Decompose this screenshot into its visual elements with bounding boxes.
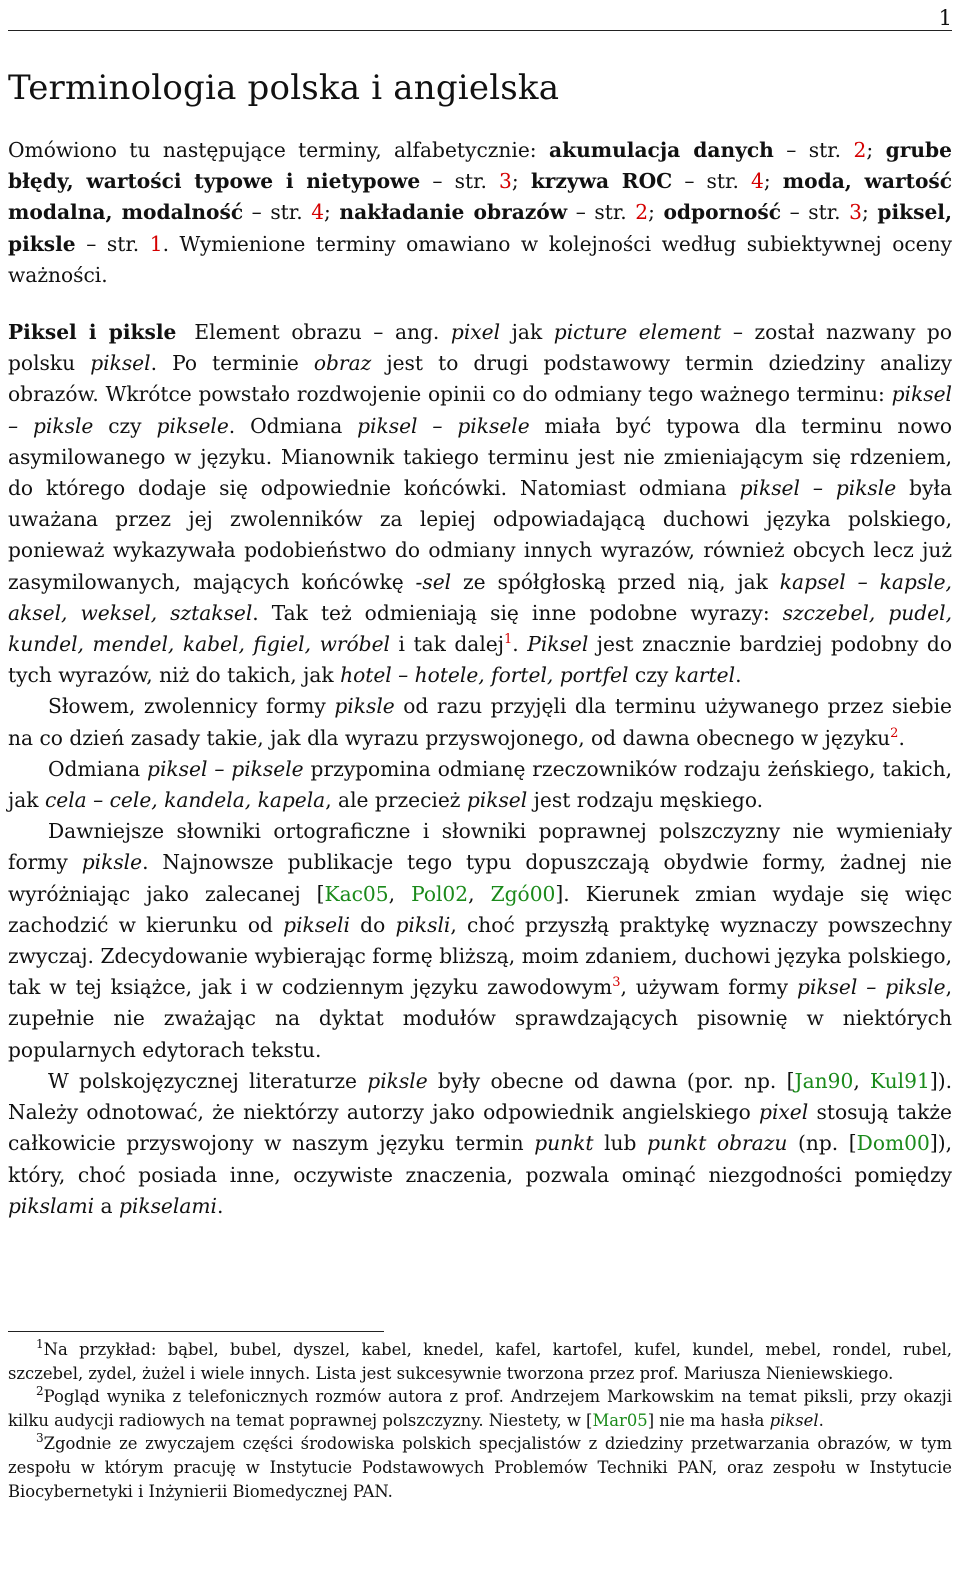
page-ref[interactable]: 1 [149, 231, 163, 256]
footnote-3: $^3$Zgodnie ze zwyczajem części środowiska polskich specjalistów z dziedziny przetwarzania obrazów, w tym zespołu w którym pracuję w Instytucie Podstawowych Problemów Techniki PAN, oraz zespołu w Instytucie Biocybernetyki i Inżynierii Biomedycznej PAN. [8, 1431, 952, 1501]
term-link[interactable]: moda, wartość modalna, modalność [8, 169, 953, 225]
term-link[interactable]: akumulacja danych [549, 138, 774, 162]
page-number: 1 [938, 6, 952, 30]
running-header [8, 4, 952, 31]
citation-link[interactable]: Dom00 [856, 1131, 930, 1156]
section-paragraph-1: Piksel i piksle Element obrazu – ang. pixel jak picture element – został nazwany po polsku piksel. Po terminie obraz jest to drugi podstawowy termin dziedziny analizy obrazów. Wkrótce powstało rozdwojenie opinii co do odmiany tego ważnego terminu: piksel – piksle czy piksele. Odmiana piksel – piksele miała być typowa dla terminu nowo asymilowanego w języku. Mianownik takiego terminu jest nie zmieniającym się rdzeniem, do którego dodaje się odpowiednie końcówki. Natomiast odmiana piksel – piksle była uważana przez jej zwolenników za lepiej odpowiadającą duchowi języka polskiego, ponieważ wykazywała podobieństwo do odmiany innych wyrazów, również obcych lecz już zasymilowanych, mających końcówkę -sel ze spółgłoską przed nią, jak kapsel – kapsle, aksel, weksel, sztaksel. Tak też odmieniają się inne podobne wyrazy: szczebel, pudel, kundel, mendel, kabel, figiel, wróbel i tak dalej$^1$. Piksel jest znacznie bardziej podobny do tych wyrazów, niż do takich, jak hotel – hotele, fortel, portfel czy kartel. [8, 320, 953, 688]
term-link[interactable]: krzywa ROC [530, 169, 673, 194]
footnote-mark[interactable]: 1 [504, 632, 513, 648]
footnotes [8, 1338, 952, 1503]
section-heading: Piksel i piksle [8, 320, 177, 345]
footnote-rule [8, 1331, 384, 1332]
footnote-mark[interactable]: 2 [890, 725, 899, 741]
citation-link[interactable]: Jan90 [794, 1068, 854, 1093]
page-ref[interactable]: 2 [635, 200, 649, 225]
main-text [8, 135, 952, 1222]
paragraph-4: Dawniejsze słowniki ortograficzne i słowniki poprawnej polszczyzny nie wymieniały formy piksle. Najnowsze publikacje tego typu dopuszczają obydwie formy, żadnej nie wyróżniając jako zalecanej [Kac05, Pol02, Zgó00]. Kierunek zmian wydaje się więc zachodzić w kierunku od pikseli do piksli, choć przyszłą praktykę wyznaczy powszechny zwyczaj. Zdecydowanie wybierając formę bliższą, moim zdaniem, duchowi języka polskiego, tak w tej książce, jak i w codziennym języku zawodowym$^3$, używam formy piksel – piksle, zupełnie nie zważając na dyktat modułów sprawdzających pisownię w niektórych popularnych edytorach tekstu. [8, 819, 953, 1062]
footnote-1: $^1$Na przykład: bąbel, bubel, dyszel, kabel, knedel, kafel, kartofel, kufel, kundel, mebel, rondel, rubel, szczebel, zydel, żużel i wiele innych. Lista jest sukcesywnie tworzona przez prof. Mariusza Nieniewskiego. [8, 1337, 952, 1383]
intro-paragraph: Omówiono tu następujące terminy, alfabetycznie: akumulacja danych – str. 2; grube błędy, wartości typowe i nietypowe – str. 3; krzywa ROC – str. 4; moda, wartość modalna, modalność – str. 4; nakładanie obrazów – str. 2; odporność – str. 3; piksel, piksle – str. 1. Wymienione terminy omawiano w kolejności według subiektywnej oceny ważności. [8, 138, 953, 287]
footnote-2: $^2$Pogląd wynika z telefonicznych rozmów autora z prof. Andrzejem Markowskim na temat piksli, przy okazji kilku audycji radiowych na temat poprawnej polszczyzny. Niestety, w [Mar05] nie ma hasła piksel. [8, 1384, 952, 1430]
paragraph-3: Odmiana piksel – piksele przypomina odmianę rzeczowników rodzaju żeńskiego, takich, jak cela – cele, kandela, kapela, ale przecież piksel jest rodzaju męskiego. [8, 756, 952, 813]
citation-link[interactable]: Mar05 [592, 1410, 648, 1430]
term-link[interactable]: piksel, piksle [8, 200, 953, 256]
citation-link[interactable]: Kac05 [324, 881, 389, 906]
footnote-mark[interactable]: 3 [612, 975, 621, 991]
chapter-title: Terminologia polska i angielska [8, 68, 560, 108]
term-link[interactable]: grube błędy, wartości typowe i nietypowe [8, 138, 952, 194]
page-ref[interactable]: 3 [849, 200, 862, 225]
paragraph-5: W polskojęzycznej literaturze piksle były obecne od dawna (por. np. [Jan90, Kul91]). Należy odnotować, że niektórzy autorzy jako odpowiednik angielskiego pixel stosują także całkowicie przyswojony w naszym języku termin punkt lub punkt obrazu (np. [Dom00]), który, choć posiada inne, oczywiste znaczenia, pozwala ominąć niezgodności pomiędzy pikslami a pikselami. [8, 1068, 952, 1218]
term-link[interactable]: nakładanie obrazów [339, 200, 568, 225]
citation-link[interactable]: Kul91 [870, 1068, 930, 1093]
term-link[interactable]: odporność [663, 200, 782, 225]
page-ref[interactable]: 4 [311, 200, 325, 225]
page-ref[interactable]: 3 [499, 169, 512, 194]
page-ref[interactable]: 2 [853, 138, 867, 162]
citation-link[interactable]: Pol02 [411, 881, 469, 906]
page-ref[interactable]: 4 [750, 169, 764, 194]
paragraph-2: Słowem, zwolennicy formy piksle od razu przyjęli dla terminu używanego przez siebie na co dzień zasady takie, jak dla wyrazu przyswojonego, od dawna obecnego w języku$^2$. [8, 694, 952, 750]
citation-link[interactable]: Zgó00 [490, 881, 556, 906]
